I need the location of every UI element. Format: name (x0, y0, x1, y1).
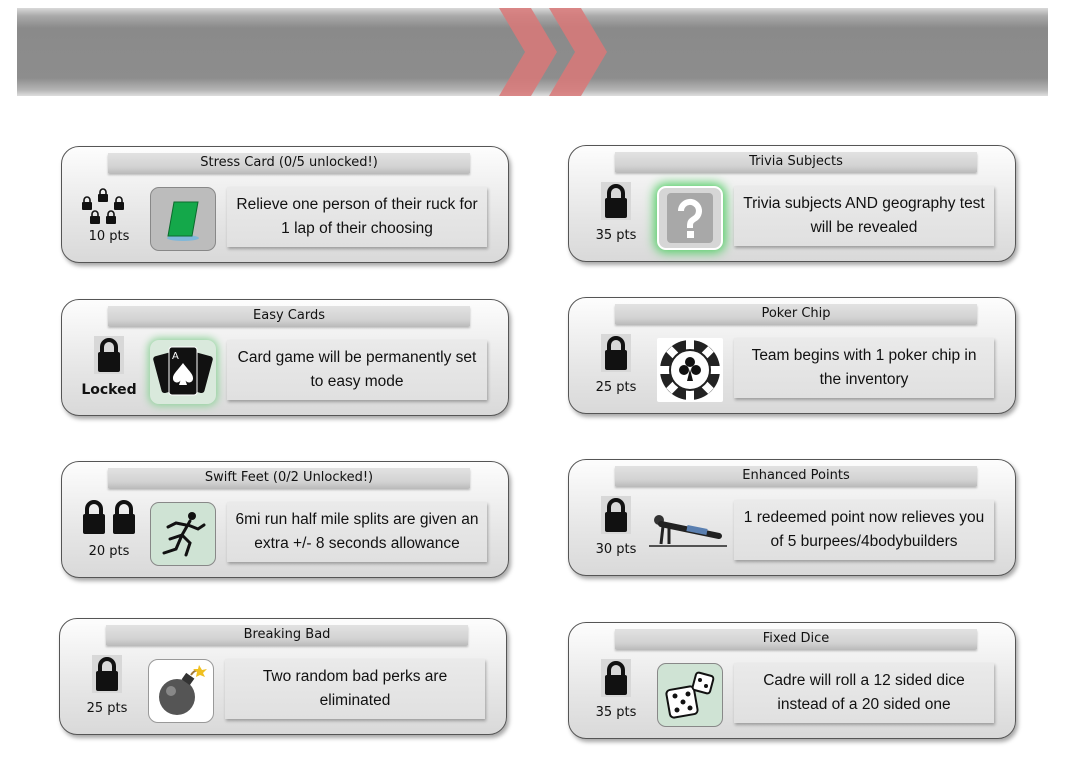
perk-description: Trivia subjects AND geography test will be revealed (734, 186, 994, 246)
perk-cost: 20 pts (88, 544, 130, 559)
perk-card-breaking-bad[interactable] (59, 618, 507, 735)
perk-title: Fixed Dice (615, 629, 977, 649)
chevron-logo-icon (487, 8, 627, 96)
lock-icon (80, 498, 108, 536)
lock-indicator (74, 655, 140, 719)
perk-card-fixed-dice[interactable] (568, 622, 1016, 739)
perk-description: Team begins with 1 poker chip in the inventory (734, 338, 994, 398)
perk-cost: 10 pts (88, 229, 130, 244)
perk-cost: 35 pts (595, 705, 637, 720)
perk-cost: 30 pts (595, 542, 637, 557)
lock-icon (601, 496, 631, 534)
perk-description: Card game will be permanently set to easy mode (227, 340, 487, 400)
bomb-icon (148, 659, 214, 723)
green-card-icon (150, 187, 216, 251)
perk-title: Breaking Bad (106, 625, 468, 645)
perk-description: 1 redeemed point now relieves you of 5 burpees/4bodybuilders (734, 500, 994, 560)
svg-text:A: A (172, 351, 179, 362)
perk-cost: 35 pts (595, 228, 637, 243)
lock-indicator (76, 336, 142, 400)
perk-card-poker-chip[interactable] (568, 297, 1016, 414)
poker-chip-icon (657, 338, 723, 402)
lock-indicator (583, 659, 649, 723)
perk-title: Stress Card (0/5 unlocked!) (108, 153, 470, 173)
lock-icon (94, 336, 124, 374)
perk-title: Trivia Subjects (615, 152, 977, 172)
lock-indicator (583, 496, 649, 560)
perk-card-swift-feet[interactable] (61, 461, 509, 578)
lock-icon (601, 334, 631, 372)
perk-description: Relieve one person of their ruck for 1 lap of their choosing (227, 187, 487, 247)
lock-icon (92, 655, 122, 693)
perk-card-stress-card[interactable] (61, 146, 509, 263)
perk-card-trivia-subjects[interactable] (568, 145, 1016, 262)
lock-icon (601, 659, 631, 697)
small-locks-icon (76, 183, 142, 227)
perk-cost: 25 pts (86, 701, 128, 716)
perk-card-enhanced-points[interactable] (568, 459, 1016, 576)
perk-description: 6mi run half mile splits are given an extra +/- 8 seconds allowance (227, 502, 487, 562)
perk-title: Poker Chip (615, 304, 977, 324)
dice-icon (657, 663, 723, 727)
header-banner (17, 8, 1048, 96)
lock-indicator (583, 334, 649, 398)
perk-cost: 25 pts (595, 380, 637, 395)
perk-cost: Locked (81, 382, 137, 398)
lock-indicator (583, 182, 649, 246)
lock-icon (601, 182, 631, 220)
perk-title: Easy Cards (108, 306, 470, 326)
perk-title: Enhanced Points (615, 466, 977, 486)
lock-icon (110, 498, 138, 536)
perk-title: Swift Feet (0/2 Unlocked!) (108, 468, 470, 488)
lock-indicator (76, 498, 142, 562)
playing-cards-icon (150, 340, 216, 404)
perk-description: Two random bad perks are eliminated (225, 659, 485, 719)
lock-indicator (76, 183, 142, 247)
runner-icon (150, 502, 216, 566)
perk-card-easy-cards[interactable] (61, 299, 509, 416)
pushup-icon (647, 500, 729, 564)
question-mark-icon (657, 186, 723, 250)
perk-description: Cadre will roll a 12 sided dice instead of a 20 sided one (734, 663, 994, 723)
